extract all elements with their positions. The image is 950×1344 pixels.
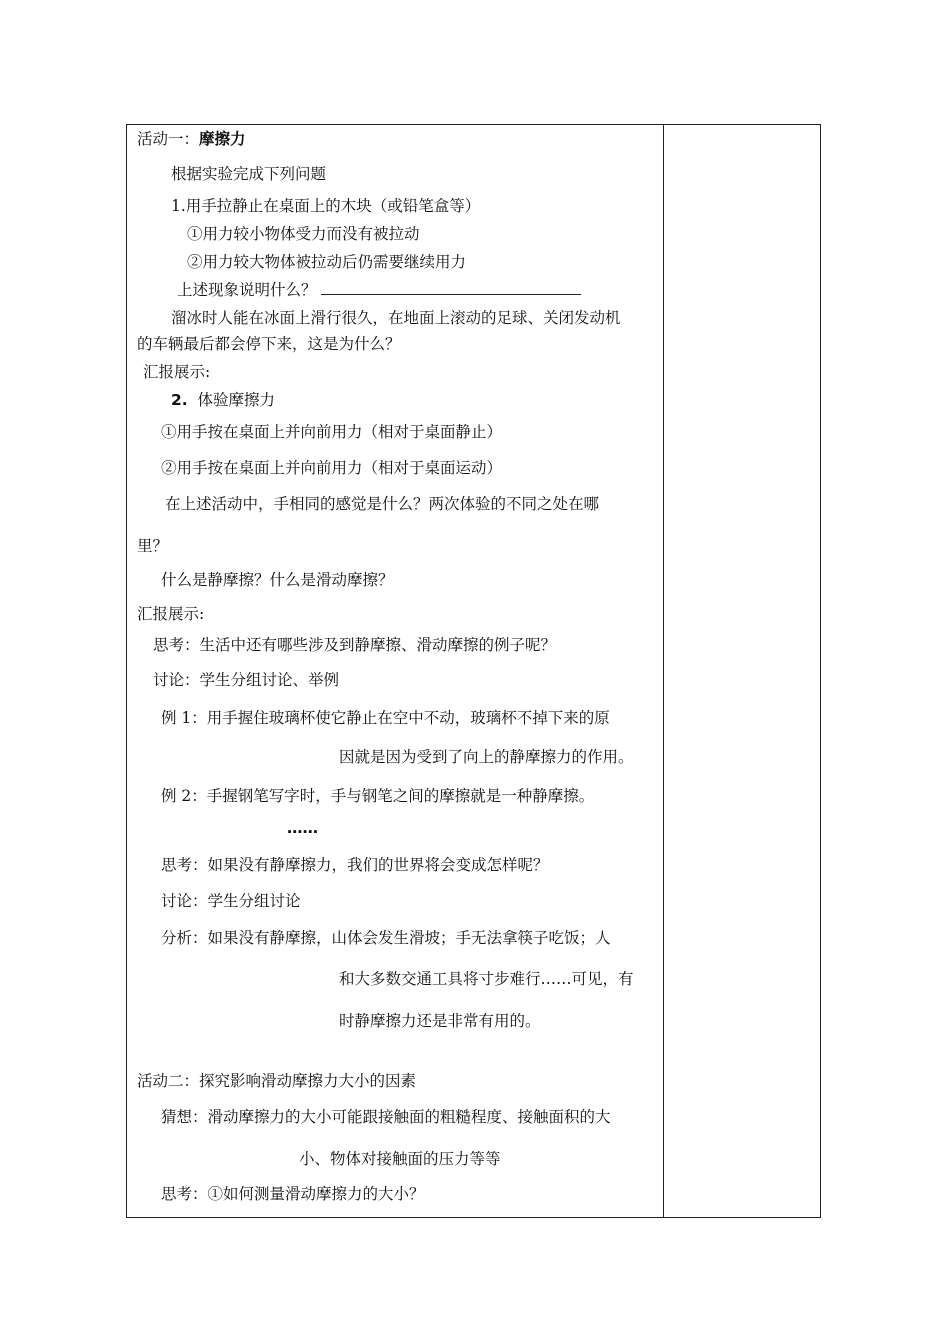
activity1-title: 摩擦力 xyxy=(199,130,246,148)
report-label-2: 汇报展示: xyxy=(137,605,205,623)
analysis-line-2: 和大多数交通工具将寸步难行……可见，有 xyxy=(339,970,634,988)
intro-text: 根据实验完成下列问题 xyxy=(171,165,327,183)
analysis-line-3: 时静摩擦力还是非常有用的。 xyxy=(339,1012,541,1030)
question-2-a: ①用手按在桌面上并向前用力（相对于桌面静止） xyxy=(161,423,503,441)
question-1: 1.用手拉静止在桌面上的木块（或铅笔盒等） xyxy=(171,197,481,215)
discuss-2: 讨论：学生分组讨论 xyxy=(161,892,301,910)
activity1-prefix: 活动一： xyxy=(137,130,200,148)
question-2-heading xyxy=(171,390,275,410)
report-label-1: 汇报展示: xyxy=(143,363,211,381)
question-1-a: ①用力较小物体受力而没有被拉动 xyxy=(187,225,420,243)
think-1: 思考：生活中还有哪些涉及到静摩擦、滑动摩擦的例子呢？ xyxy=(153,636,557,654)
question-2-ask-line-1: 在上述活动中，手相同的感觉是什么？两次体验的不同之处在哪 xyxy=(165,495,600,513)
question-1-prompt-text: 上述现象说明什么？ xyxy=(177,281,317,299)
lesson-table xyxy=(126,124,821,1218)
skating-line-1: 溜冰时人能在冰面上滑行很久，在地面上滚动的足球、关闭发动机 xyxy=(171,309,621,327)
guess-line-2: 小、物体对接触面的压力等等 xyxy=(299,1150,501,1168)
question-2-b: ②用手按在桌面上并向前用力（相对于桌面运动） xyxy=(161,459,503,477)
question-2-number: 2. xyxy=(171,391,188,409)
example-1-line-2: 因就是因为受到了向上的静摩擦力的作用。 xyxy=(339,748,634,766)
answer-blank xyxy=(321,280,581,295)
definition-question: 什么是静摩擦？什么是滑动摩擦？ xyxy=(161,571,394,589)
guess-line-1: 猜想：滑动摩擦力的大小可能跟接触面的粗糙程度、接触面积的大 xyxy=(161,1108,611,1126)
question-2-ask-line-2: 里？ xyxy=(137,537,169,555)
question-1-b: ②用力较大物体被拉动后仍需要继续用力 xyxy=(187,253,467,271)
skating-line-2: 的车辆最后都会停下来，这是为什么？ xyxy=(137,335,401,353)
ellipsis: …… xyxy=(287,819,318,837)
activity1-heading xyxy=(137,129,246,149)
think-2: 思考：如果没有静摩擦力，我们的世界将会变成怎样呢？ xyxy=(161,856,549,874)
example-1-line-1: 例 1：用手握住玻璃杯使它静止在空中不动，玻璃杯不掉下来的原 xyxy=(161,709,610,727)
discuss-1: 讨论：学生分组讨论、举例 xyxy=(153,671,340,689)
question-2-title: 体验摩擦力 xyxy=(197,391,276,409)
activity2-think: 思考：①如何测量滑动摩擦力的大小？ xyxy=(161,1185,425,1203)
analysis-line-1: 分析：如果没有静摩擦，山体会发生滑坡；手无法拿筷子吃饭；人 xyxy=(161,929,611,947)
activity2-title: 活动二：探究影响滑动摩擦力大小的因素 xyxy=(137,1072,417,1090)
column-divider xyxy=(663,125,664,1217)
question-1-prompt xyxy=(177,280,581,300)
example-2: 例 2：手握钢笔写字时，手与钢笔之间的摩擦就是一种静摩擦。 xyxy=(161,787,595,805)
